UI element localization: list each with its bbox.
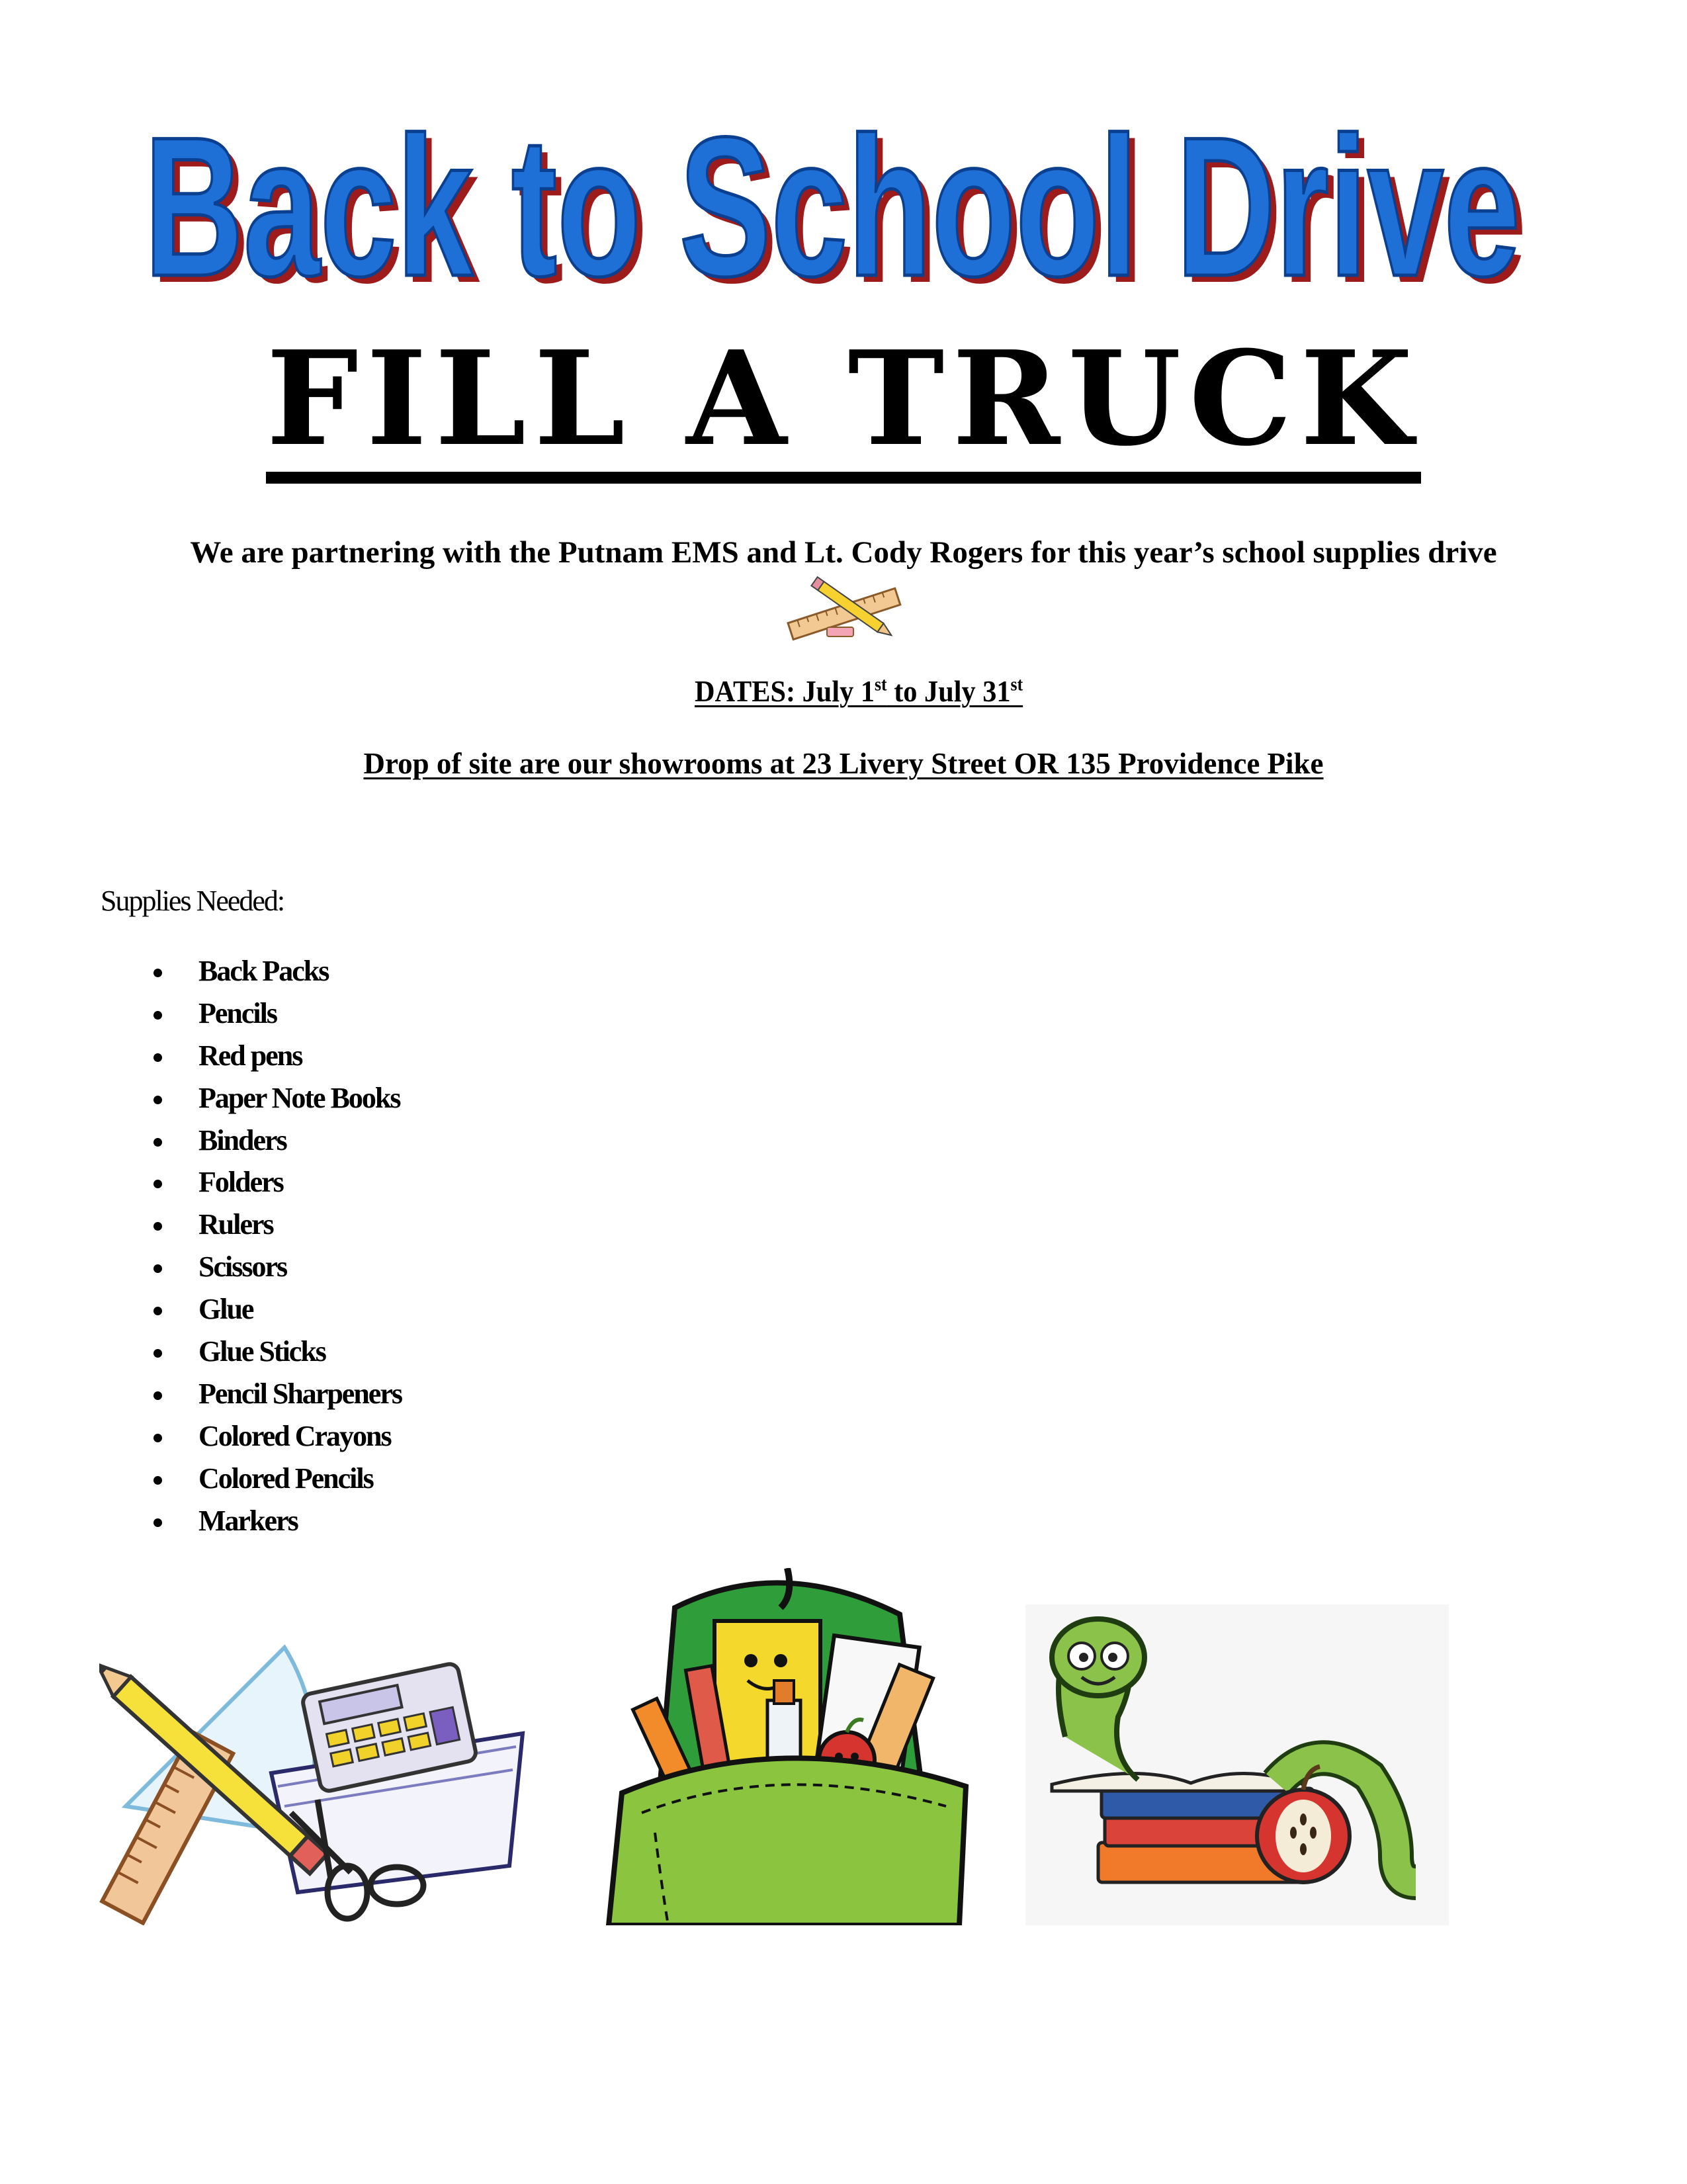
- list-item: Scissors: [146, 1246, 402, 1288]
- title-banner: [106, 86, 1561, 311]
- backpack-clipart: [569, 1568, 992, 1925]
- dates: [695, 674, 1060, 709]
- school-supplies-clipart: [99, 1608, 536, 1925]
- list-item: Paper Note Books: [146, 1077, 402, 1119]
- list-item: Glue: [146, 1288, 402, 1331]
- intro-text: We are partnering with the Putnam EMS and Lt. Cody Rogers for this year’s school supplies drive: [190, 535, 1497, 570]
- list-item: Red pens: [146, 1035, 402, 1077]
- dates-sup-start: st: [875, 674, 887, 695]
- list-item: Markers: [146, 1500, 402, 1542]
- dropoff-info: Drop of site are our showrooms at 23 Livery Street OR 135 Providence Pike: [363, 747, 1324, 780]
- ruler-pencil-icon: [781, 576, 906, 642]
- title-shadow: Back to School Drive: [151, 102, 1527, 311]
- list-item: Pencil Sharpeners: [146, 1373, 402, 1415]
- supplies-list: [146, 950, 402, 1542]
- dates-label: DATES: July 1: [695, 674, 875, 708]
- bookworm-clipart: [1025, 1604, 1449, 1925]
- list-item: Folders: [146, 1161, 402, 1203]
- list-item: Glue Sticks: [146, 1331, 402, 1373]
- list-item: Pencils: [146, 992, 402, 1035]
- subtitle-text: FILL A TRUCK: [266, 334, 1420, 484]
- dates-middle: to July 31: [887, 674, 1011, 708]
- list-item: Colored Pencils: [146, 1458, 402, 1500]
- supplies-label: Supplies Needed:: [101, 885, 284, 917]
- list-item: Rulers: [146, 1203, 402, 1246]
- list-item: Colored Crayons: [146, 1415, 402, 1458]
- page-title: Back to School Drive: [144, 95, 1520, 311]
- dates-sup-end: st: [1010, 674, 1023, 695]
- list-item: Back Packs: [146, 950, 402, 992]
- list-item: Binders: [146, 1119, 402, 1162]
- subtitle: [0, 323, 1687, 484]
